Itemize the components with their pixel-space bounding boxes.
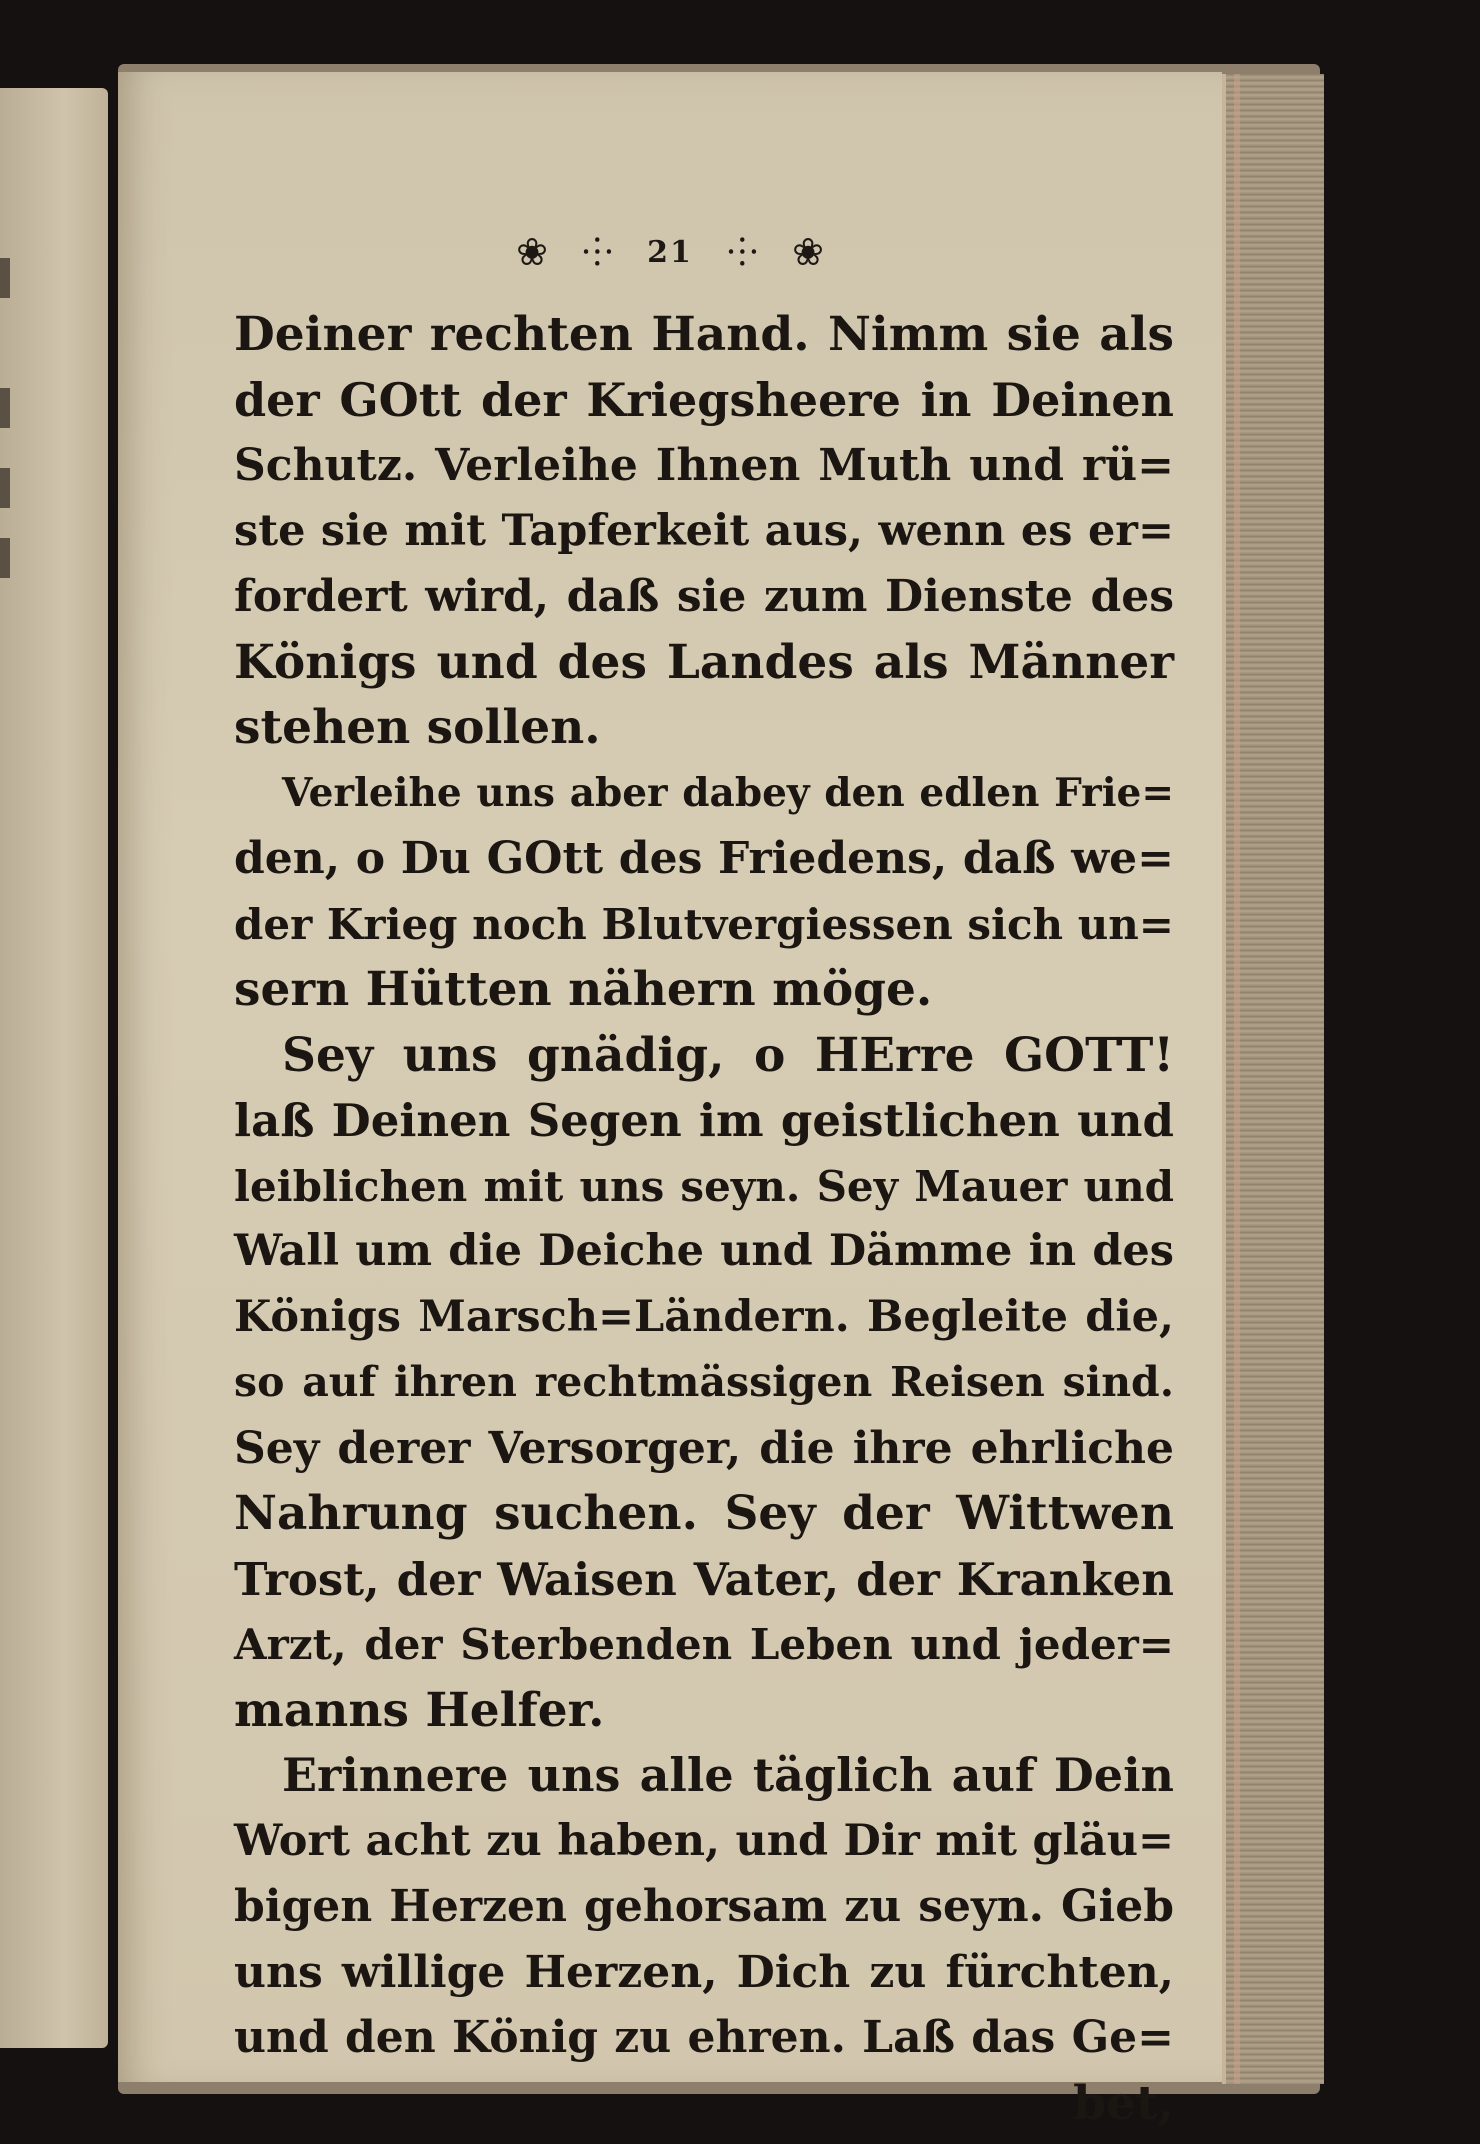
facing-page-ink [0,538,10,578]
text-line: der Krieg noch Blutvergiessen sich un= [234,899,1174,949]
text-line: Trost, der Waisen Vater, der Kranken [234,1552,1174,1606]
text-line: manns Helfer. [234,1682,605,1738]
book-page [118,72,1222,2131]
text-line: Erinnere uns alle täglich auf Dein [282,1748,1174,1802]
text-line: fordert wird, daß sie zum Dienste des [234,571,1174,622]
text-line: Deiner rechten Hand. Nimm sie als [234,307,1174,362]
facing-page-ink [0,388,10,428]
text-line: ste sie mit Tapferkeit aus, wenn es er= [234,505,1174,556]
text-line: Königs und des Landes als Männer [234,634,1174,690]
page-number: 21 [647,234,693,270]
facing-page-ink [0,468,10,508]
text-line: den, o Du GOtt des Friedens, daß we= [234,833,1174,884]
text-line: Sey derer Versorger, die ihre ehrliche [234,1422,1174,1474]
text-line: Wall um die Deiche und Dämme in des [234,1226,1174,1276]
facing-page [0,88,108,2048]
text-line: bet, [1073,2075,1174,2131]
text-line: bigen Herzen gehorsam zu seyn. Gieb [234,1881,1174,1932]
text-line: Wort acht zu haben, und Dir mit gläu= [234,1815,1174,1866]
facing-page-ink [0,258,10,298]
text-line: der GOtt der Kriegsheere in Deinen [234,372,1174,427]
flower-ornament-icon: ❀ [516,230,548,274]
text-line: und den König zu ehren. Laß das Ge= [234,2012,1174,2063]
text-line: Verleihe uns aber dabey den edlen Frie= [282,769,1174,816]
text-line: Schutz. Verleihe Ihnen Muth und rü= [234,440,1174,491]
bracket-ornament-icon: ⸭ [726,230,759,274]
text-line: Sey uns gnädig, o HErre GOTT! [282,1027,1174,1083]
bracket-ornament-icon: ⸭ [581,230,614,274]
text-line: laß Deinen Segen im geistlichen und [234,1094,1174,1147]
flower-ornament-icon: ❀ [792,230,824,274]
body-text [234,302,1174,2136]
text-line: Königs Marsch=Ländern. Begleite die, [234,1291,1174,1342]
text-line: uns willige Herzen, Dich zu fürchten, [234,1946,1174,1998]
text-line: Nahrung suchen. Sey der Wittwen [234,1486,1174,1541]
text-line: leiblichen mit uns seyn. Sey Mauer und [234,1161,1174,1211]
text-line: sern Hütten nähern möge. [234,962,933,1017]
page-header [118,222,1222,282]
text-line: so auf ihren rechtmässigen Reisen sind. [234,1358,1174,1406]
page-edges [1222,74,1324,2084]
text-line: stehen sollen. [234,700,601,755]
text-line: Arzt, der Sterbenden Leben und jeder= [234,1620,1174,1669]
